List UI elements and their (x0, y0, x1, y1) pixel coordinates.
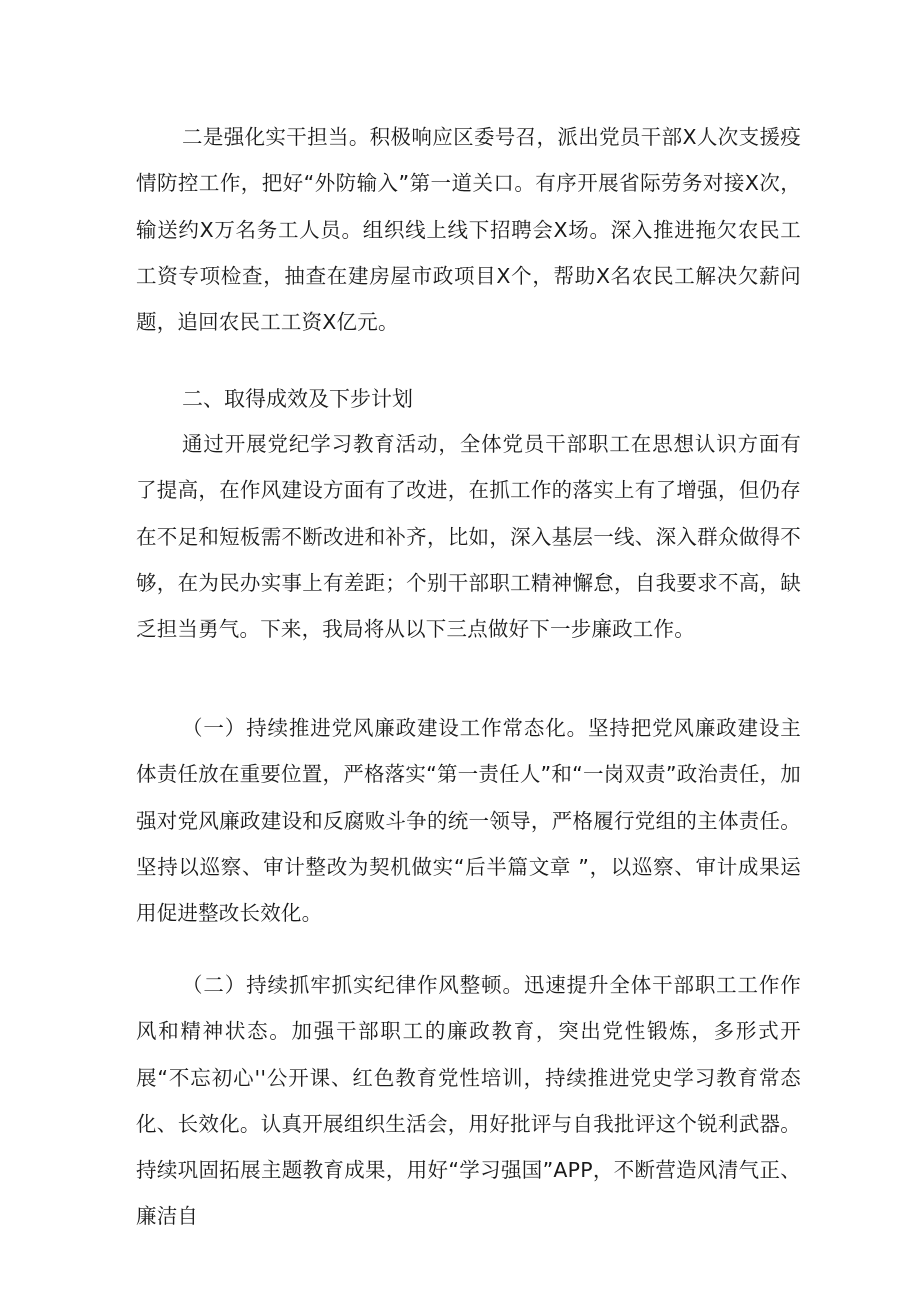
paragraph-item-one: （一）持续推进党风廉政建设工作常态化。坚持把党风廉政建设主体责任放在重要位置，严格落实“第一责任人”和“一岗双责”政治责任，加强对党风廉政建设和反腐败斗争的统一领导，严格履行党组的主体责任。坚持以巡察、审计整改为契机做实“后半篇文章 ”，以巡察、审计成果运用促进整改长效化。 (136, 716, 801, 926)
section-heading: 二、取得成效及下步计划 (182, 387, 413, 411)
paragraph-strengthen-responsibility: 二是强化实干担当。积极响应区委号召，派出党员干部X人次支援疫情防控工作，把好“外防输入”第一道关口。有序开展省际劳务对接X次，输送约X万名务工人员。组织线上线下招聘会X场。深入推进拖欠农民工工资专项检查，抽查在建房屋市政项目X个，帮助X名农民工解决欠薪问题，追回农民工工资X亿元。 (136, 125, 801, 335)
paragraph-achievements: 通过开展党纪学习教育活动，全体党员干部职工在思想认识方面有了提高，在作风建设方面有了改进，在抓工作的落实上有了增强，但仍存在不足和短板需不断改进和补齐，比如，深入基层一线、深入群众做得不够，在为民办实事上有差距；个别干部职工精神懈怠，自我要求不高，缺乏担当勇气。下来，我局将从以下三点做好下一步廉政工作。 (136, 432, 801, 642)
paragraph-item-two: （二）持续抓牢抓实纪律作风整顿。迅速提升全体干部职工工作作风和精神状态。加强干部职工的廉政教育，突出党性锻炼，多形式开展“不忘初心''公开课、红色教育党性培训，持续推进党史学习教育常态化、长效化。认真开展组织生活会，用好批评与自我批评这个锐利武器。持续巩固拓展主题教育成果，用好“学习强国”APP，不断营造风清气正、廉洁自 (136, 973, 801, 1229)
